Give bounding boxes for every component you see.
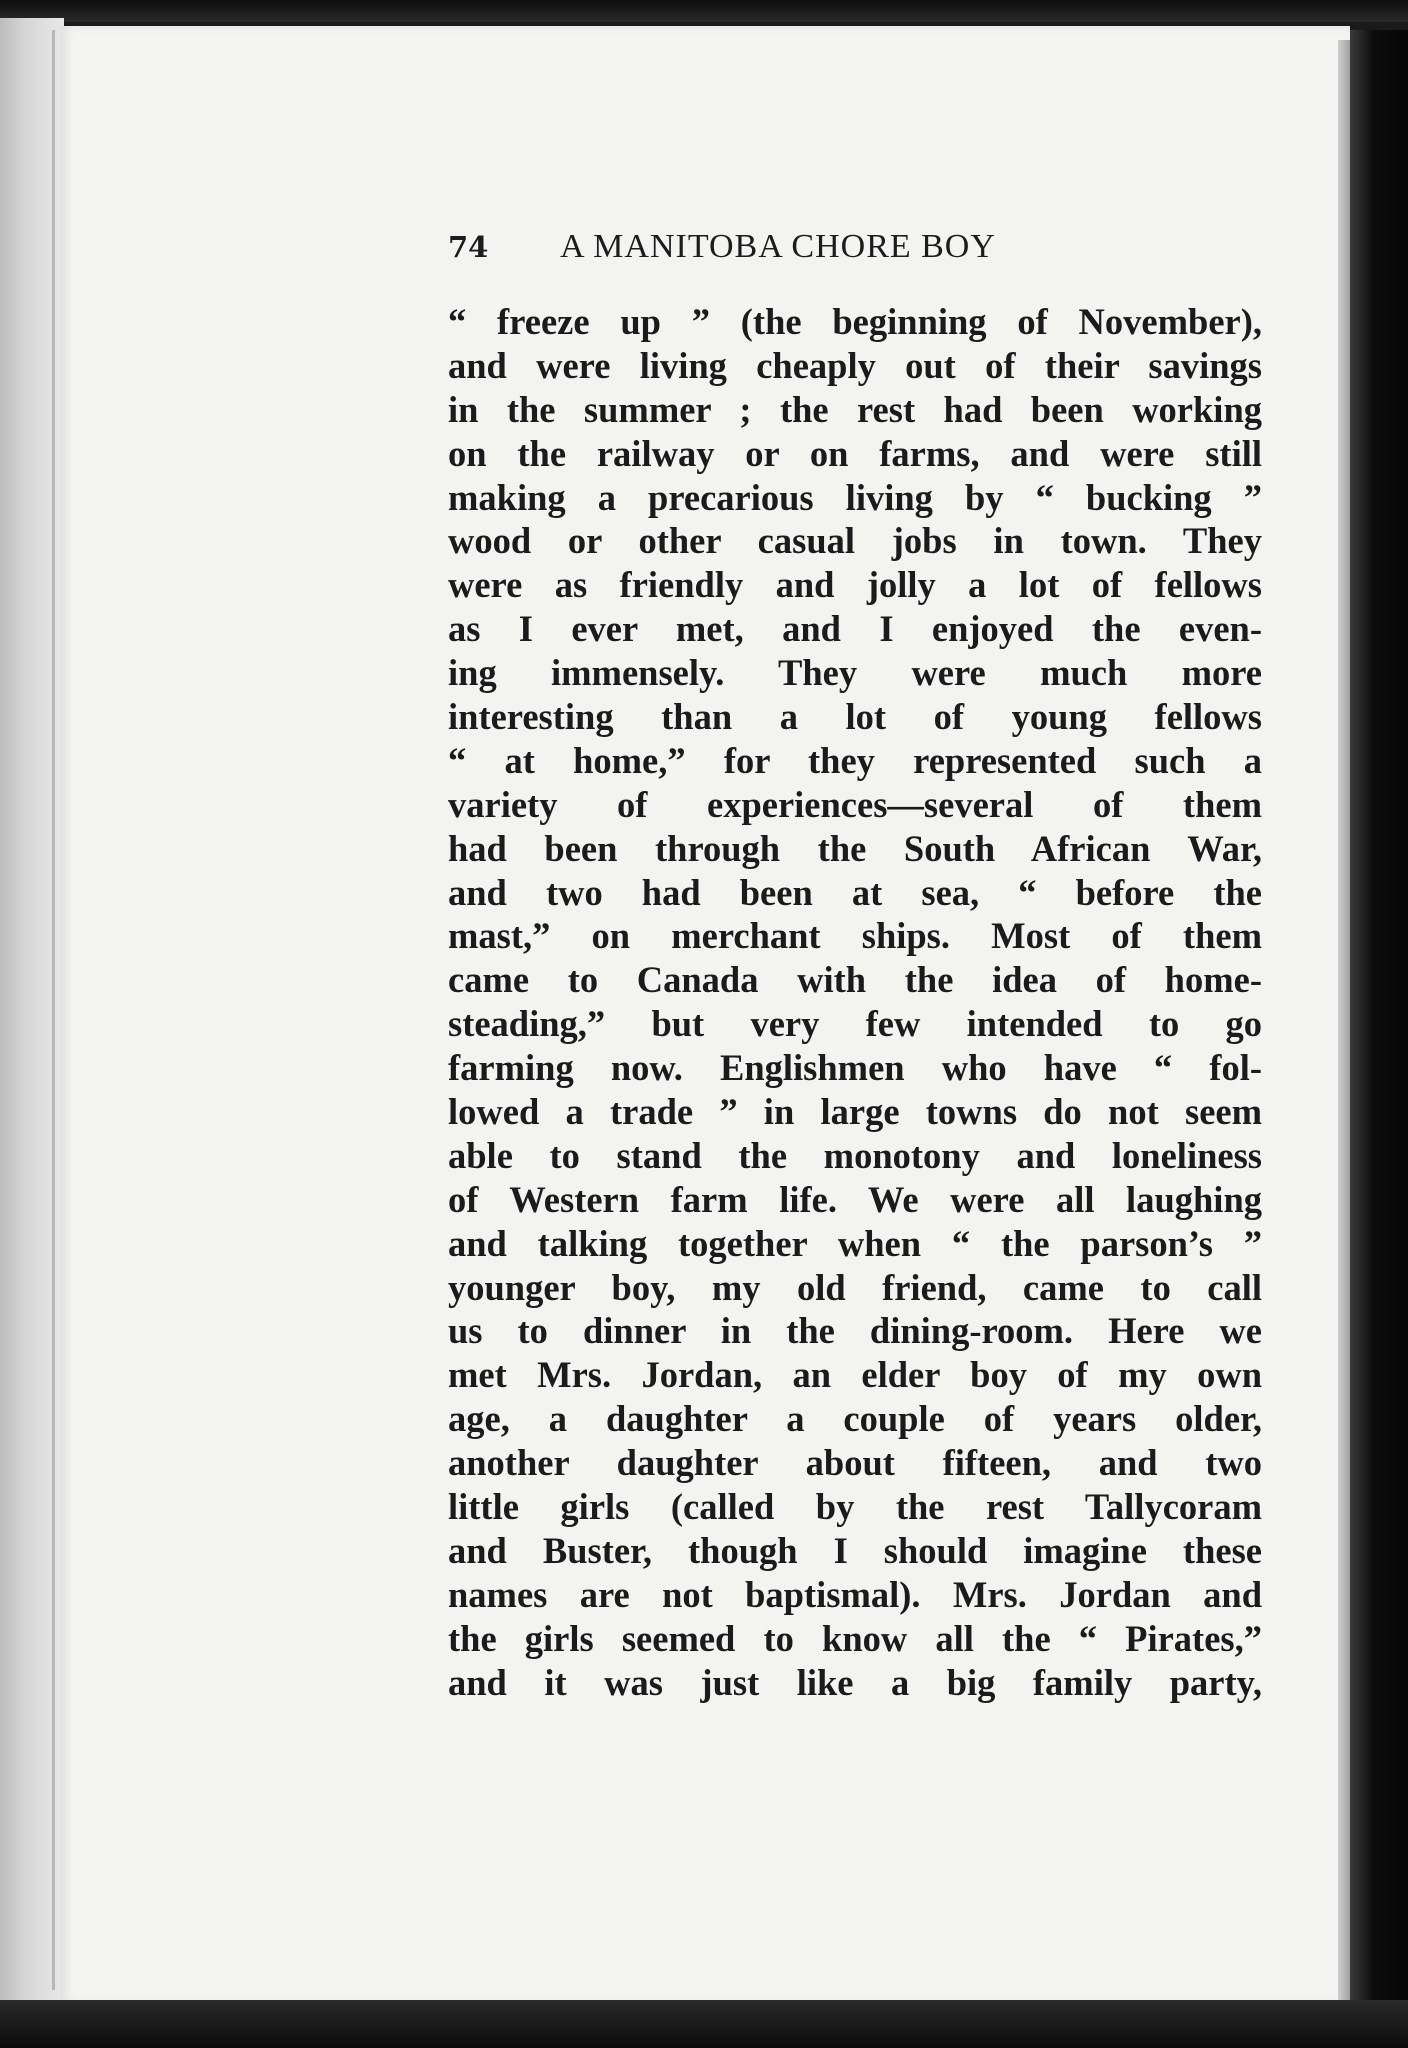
scan-right-edge xyxy=(1350,30,1408,2030)
text-line: names are not baptismal). Mrs. Jordan and xyxy=(448,1573,1262,1615)
book-left-edge-line xyxy=(52,30,55,1990)
text-line: and it was just like a big family party, xyxy=(448,1661,1262,1703)
text-line: farming now. Englishmen who have “ fol- xyxy=(448,1047,1262,1089)
text-line: steading,” but very few intended to go xyxy=(448,1003,1262,1045)
text-line: had been through the South African War, xyxy=(448,827,1262,869)
scan-bottom-edge xyxy=(0,2000,1408,2048)
text-line: making a precarious living by “ bucking ” xyxy=(448,476,1262,518)
text-line: and two had been at sea, “ before the xyxy=(448,871,1262,913)
page-number: 74 xyxy=(448,230,489,264)
text-line: another daughter about fifteen, and two xyxy=(448,1442,1262,1484)
text-line: variety of experiences—several of them xyxy=(448,783,1262,825)
text-line: us to dinner in the dining-room. Here we xyxy=(448,1310,1262,1352)
scan-top-edge xyxy=(0,0,1408,22)
text-line: met Mrs. Jordan, an elder boy of my own xyxy=(448,1354,1262,1396)
text-line: the girls seemed to know all the “ Pirates,” xyxy=(448,1617,1262,1659)
running-head xyxy=(448,222,1268,272)
text-line: “ freeze up ” (the beginning of November), xyxy=(448,301,1262,342)
text-line: on the railway or on farms, and were still xyxy=(448,432,1262,474)
text-line: younger boy, my old friend, came to call xyxy=(448,1266,1262,1308)
text-line: in the summer ; the rest had been working xyxy=(448,388,1262,430)
running-head-title: A MANITOBA CHORE BOY xyxy=(560,228,996,265)
text-line: wood or other casual jobs in town. They xyxy=(448,520,1262,562)
text-line: interesting than a lot of young fellows xyxy=(448,696,1262,738)
text-line: and talking together when “ the parson’s ” xyxy=(448,1222,1262,1264)
text-line: mast,” on merchant ships. Most of them xyxy=(448,915,1262,957)
text-line: age, a daughter a couple of years older, xyxy=(448,1398,1262,1440)
text-line: and Buster, though I should imagine these xyxy=(448,1529,1262,1571)
text-line: of Western farm life. We were all laughing xyxy=(448,1178,1262,1220)
text-line: lowed a trade ” in large towns do not seem xyxy=(448,1091,1262,1133)
text-line: ing immensely. They were much more xyxy=(448,652,1262,694)
text-line: “ at home,” for they represented such a xyxy=(448,739,1262,781)
text-line: came to Canada with the idea of home- xyxy=(448,959,1262,1001)
text-line: as I ever met, and I enjoyed the even- xyxy=(448,608,1262,650)
text-line: able to stand the monotony and loneliness xyxy=(448,1134,1262,1176)
text-line: little girls (called by the rest Tallycoram xyxy=(448,1486,1262,1528)
body-text xyxy=(448,300,1262,1705)
text-line: and were living cheaply out of their savings xyxy=(448,344,1262,386)
text-line: were as friendly and jolly a lot of fellows xyxy=(448,564,1262,606)
